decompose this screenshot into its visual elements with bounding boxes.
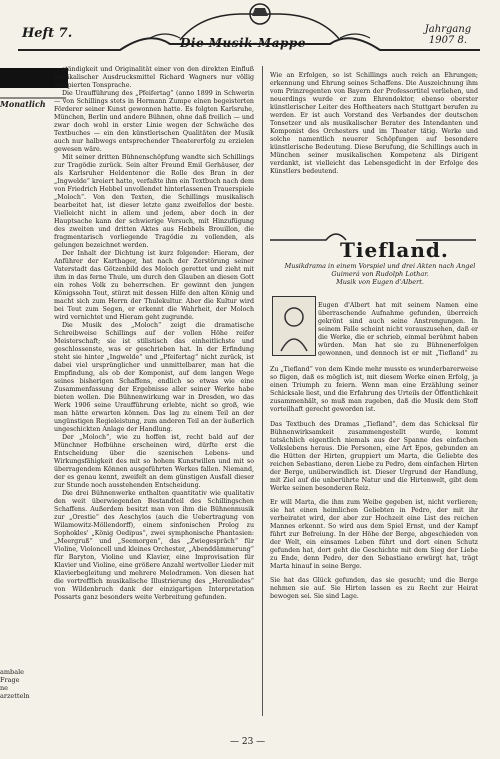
section-subtitle <box>282 262 478 286</box>
section-title: Tiefland. <box>340 238 449 262</box>
margin-label-top: Monatlich <box>0 99 46 109</box>
portrait-illustration <box>272 296 316 356</box>
paragraph: Sie hat das Glück gefunden, das sie gesucht; und die Berge nehmen sie auf. Sie Hirten lassen es zu Recht zur Heirat bewogen sei. Sie sind Lage. <box>270 577 478 601</box>
paragraph: Die drei Bühnenwerke enthalten quantitativ wie qualitativ den weit überwiegenden Bestandteil des Schillingschen Schaffens. Außerdem besitzt man von ihm die Bühnenmusik zur „Orestie“ des Aeschylos (auch die Uebertragung von Wilamowitz-Möllendorff), einem sinfonischen Prolog zu Sophokles' „König Oedipus“, zwei symphonische Phantasien: „Meergruß“ und „Seemorgen“, das „Zwiegespräch“ für Violine, Violoncell und kleines Orchester, „Abenddämmerung“ für Baryton, Violine und Klavier, eine Improvisation für Klavier und Violine, eine größere Anzahl wertvoller Lieder mit Klavierbegleitung und mehrere Melodramen. Von diesen hat die vortrefflich musikalische Illustrierung des „Herenliedes“ von Wildenbruch dank der einzigartigen Interpretation Possarts ganz besonders weite Verbreitung gefunden. <box>54 490 254 601</box>
right-column-body <box>270 360 478 716</box>
paragraph: Der Inhalt der Dichtung ist kurz folgender: Hieram, der Anführer der Karthager, hat nach der Zerstörung seiner Vaterstadt das Götzenbild des Moloch gerettet und zieht mit ihm in das ferne Thule, um durch den Glauben an diesen Gott ein rohes Volk zu beherrschen. Er gewinnt den jungen Königssohn Teut, stürzt mit dessen Hilfe den alten König und macht sich zum Herrn der Thulekultur. Aber die Kultur wird bei Teut zum Segen, er erkennt die Wahrheit, der Moloch wird vernichtet und Hieram geht zugrunde. <box>54 250 254 321</box>
year-line-2: 1907 8. <box>428 35 468 46</box>
paragraph: Der „Moloch“, wie zu hoffen ist, recht bald auf der Münchner Hofbühne erscheinen wird, dürfte erst die Entscheidung über die szenischen Lebens- und Wirkungsfähigkeit des mit so hohem Kunstwillen und mit so überragendem Können ausgeführten Werkes fallen. Niemand, der es genau kennt, zweifelt an dem günstigen Ausfall dieser zur Stunde noch ausstehenden Entscheidung. <box>54 434 254 489</box>
paragraph: ständigkeit und Originalität einer von den direkten Einfluß musikalischer Ausdrucksmittel Richard Wagners nur völlig unzipierten Tonsprache. <box>54 66 254 89</box>
paragraph: Er will Marta, die ihm zum Weibe gegeben ist, nicht verlieren; sie hat einen heimlichen Geliebten in Pedro, der mit ihr verheiratet wird, der aber zur Hochzeit eine List des reichen Mannes erkennt. So wird aus dem Spiel Ernst, und der Kampf führt zur Befreiung. In der Höhe der Berge, abgeschieden von der Welt, ein einsames Leben führt und dort einen Schutz gefunden hat, dort geht die Geschichte mit dem Sieg der Liebe zu Ende, denn Pedro, der den Sebastiano erwürgt hat, trägt Marta hinauf in seine Berge. <box>270 498 478 570</box>
paragraph: Die Uraufführung des „Pfeifertag“ (anno 1899 in Schwerin — von Schillings stets in Hermann Zumpe einen begeisterten Förderer seiner Kunst gewonnen hatte. Es folgten Karlsruhe, München, Berlin und andere Bühnen, ohne daß freilich — und zwar doch wohl in erster Linie wegen der Schwäche des Textbuches — ein den künstlerischen Qualitäten der Musik auch nur halbwegs entsprechender Theatererfolg zu erzielen gewesen wäre. <box>54 90 254 153</box>
left-text-column <box>54 66 254 714</box>
margin-note: arzetteln <box>0 692 30 700</box>
page-header <box>0 0 500 62</box>
page-number: — 23 — <box>230 737 266 747</box>
paragraph: Mit seiner dritten Bühnenschöpfung wandte sich Schillings zur Tragödie zurück. Sein alter Freund Emil Gerhäuser, der als Karlsruher Heldentenor die Rolle des Bran in der „Ingwelde“ kreiert hatte, verfaßte ihm ein Textbuch nach dem von Friedrich Hebbel unvollendet hinterlassenen Trauerspiele „Moloch“. Von den Texten, die Schillings musikalisch bearbeitet hat, ist dieser letzte ganz zweifellos der beste. Vielleicht nicht in allem und jedem, aber doch in der Hauptsache kann der schwierige Versuch, mit Hinzufügung des zweiten und dritten Aktes aus Hebbels Brouillon, die fragmentarisch vorliegende Tragödie zu vollenden, als gelungen bezeichnet werden. <box>54 154 254 249</box>
column-divider <box>262 66 263 716</box>
margin-note: ambale <box>0 668 25 676</box>
subtitle-line: Musikdrama in einem Vorspiel und drei Akten nach Angel Guimerá von Rudolph Lothar. <box>284 262 476 278</box>
paragraph: Eugen d'Albert hat mit seinem Namen eine überraschende Aufnahme gefunden, überreich gekrönt sind auch seine Anstrengungen. In seinem Falle scheint nicht vorauszusehen, daß er die Werke, die er schrieb, einmal berühmt haben würden. Man hat sie zu Bühnenerfolgen gewonnen, und dennoch ist er mit „Tiefland“ zu <box>318 302 478 356</box>
margin-note: Frage <box>0 676 20 684</box>
paragraph: Die Musik des „Moloch“ zeigt die dramatische Schreibweise Schillings auf der vollen Höhe reifer Meisterschaft; sie ist stilistisch das einheitlichste und geschlossenste, was er geschrieben hat. In der Erfindung steht sie hinter „Ingwelde“ und „Pfeifertag“ nicht zurück, ist dabei viel ursprünglicher und unmittelbarer, man hat die Empfindung, als ob der Komponist, auf dem langen Wege seines bisherigen Schaffens, endlich so etwas wie eine Zusammenfassung der Ergebnisse aller seiner Werke habe bieten wollen. Die Bühnenwirkung war in Dresden, wo das Werk 1906 seine Uraufführung erlebte, nicht so groß, wie man hätte erwarten können. Das lag zu einem Teil an der ungünstigen Regieleistung, zum anderen Teil an der äußerlich ungeschickten Anlage der Handlung. <box>54 322 254 433</box>
margin-notes-bottom <box>0 668 52 700</box>
subtitle-line: Musik von Eugen d'Albert. <box>336 278 424 286</box>
year-info <box>418 24 478 46</box>
portrait-icon <box>273 297 315 355</box>
paragraph: Zu „Tiefland“ von dem Kinde mehr musste es wunderbarerweise so fügen, daß es möglich ist, mit diesem Werke einen Erfolg, ja einen Triumph zu feiern. Wenn man eine Erzählung seiner Schicksale liest, und die Erfahrung des Urteils der Öffentlichkeit zusammenhält, so muß man zugeben, daß die Musik dem Stoff vorteilhaft gerecht geworden ist. <box>270 366 478 414</box>
right-column-top <box>270 66 478 216</box>
paragraph: Wie an Erfolgen, so ist Schillings auch reich an Ehrungen; erkennung und Ehrung seines Schaffens. Die Auszeichnung ihm vom Prinzregenten von Bayern der Professortitel verliehen, und neuerdings wurde er zum Ehrendoktor, ebenso oberster künstlerischer Leiter des Hoftheaters nach Stuttgart berufen zu werden. Er ist auch Vorstand des Verbandes der deutschen Tonsetzer und als musikalischer Berater des Intendanten und Komponist des Orchesters und im Theater tätig. Werke und solche namentlich neuerer Schöpfungen auf besondere künstlerische Bedeutung. Diese Berufung, die Schillings auch in München seiner musikalischen Kompetenz als Dirigent verdankt, ist vielleicht das Lebensgedicht in der Erfolge des Künstlers bedeutend. <box>270 72 478 176</box>
masthead-title: Die Musik-Mappe <box>180 36 306 50</box>
year-line-1: Jahrgang <box>424 24 472 35</box>
paragraph: Das Textbuch des Dramas „Tiefland“, dem das Schicksal für Bühnenwirksamkeit zusammengestellt wurde, kommt tatsächlich eigentlich niemals aus der Spanne des einfachen Volkslebens heraus. Die Personen, eine Art Epos, gebunden an die Hütten der Hirten, gruppiert um Marta, die Geliebte des reichen Sebastiano, deren Liebe zu Pedro, dem einfachen Hirten der Berge, unüberwindlich ist. Dieser Urgrund der Handlung, mit Ziel auf die unberührte Natur und die Hirtenwelt, gibt dem Werke seinen besonderen Reiz. <box>270 420 478 492</box>
issue-number: Heft 7. <box>22 26 73 41</box>
right-column-beside-portrait <box>318 296 478 356</box>
margin-note: ne <box>0 684 9 692</box>
